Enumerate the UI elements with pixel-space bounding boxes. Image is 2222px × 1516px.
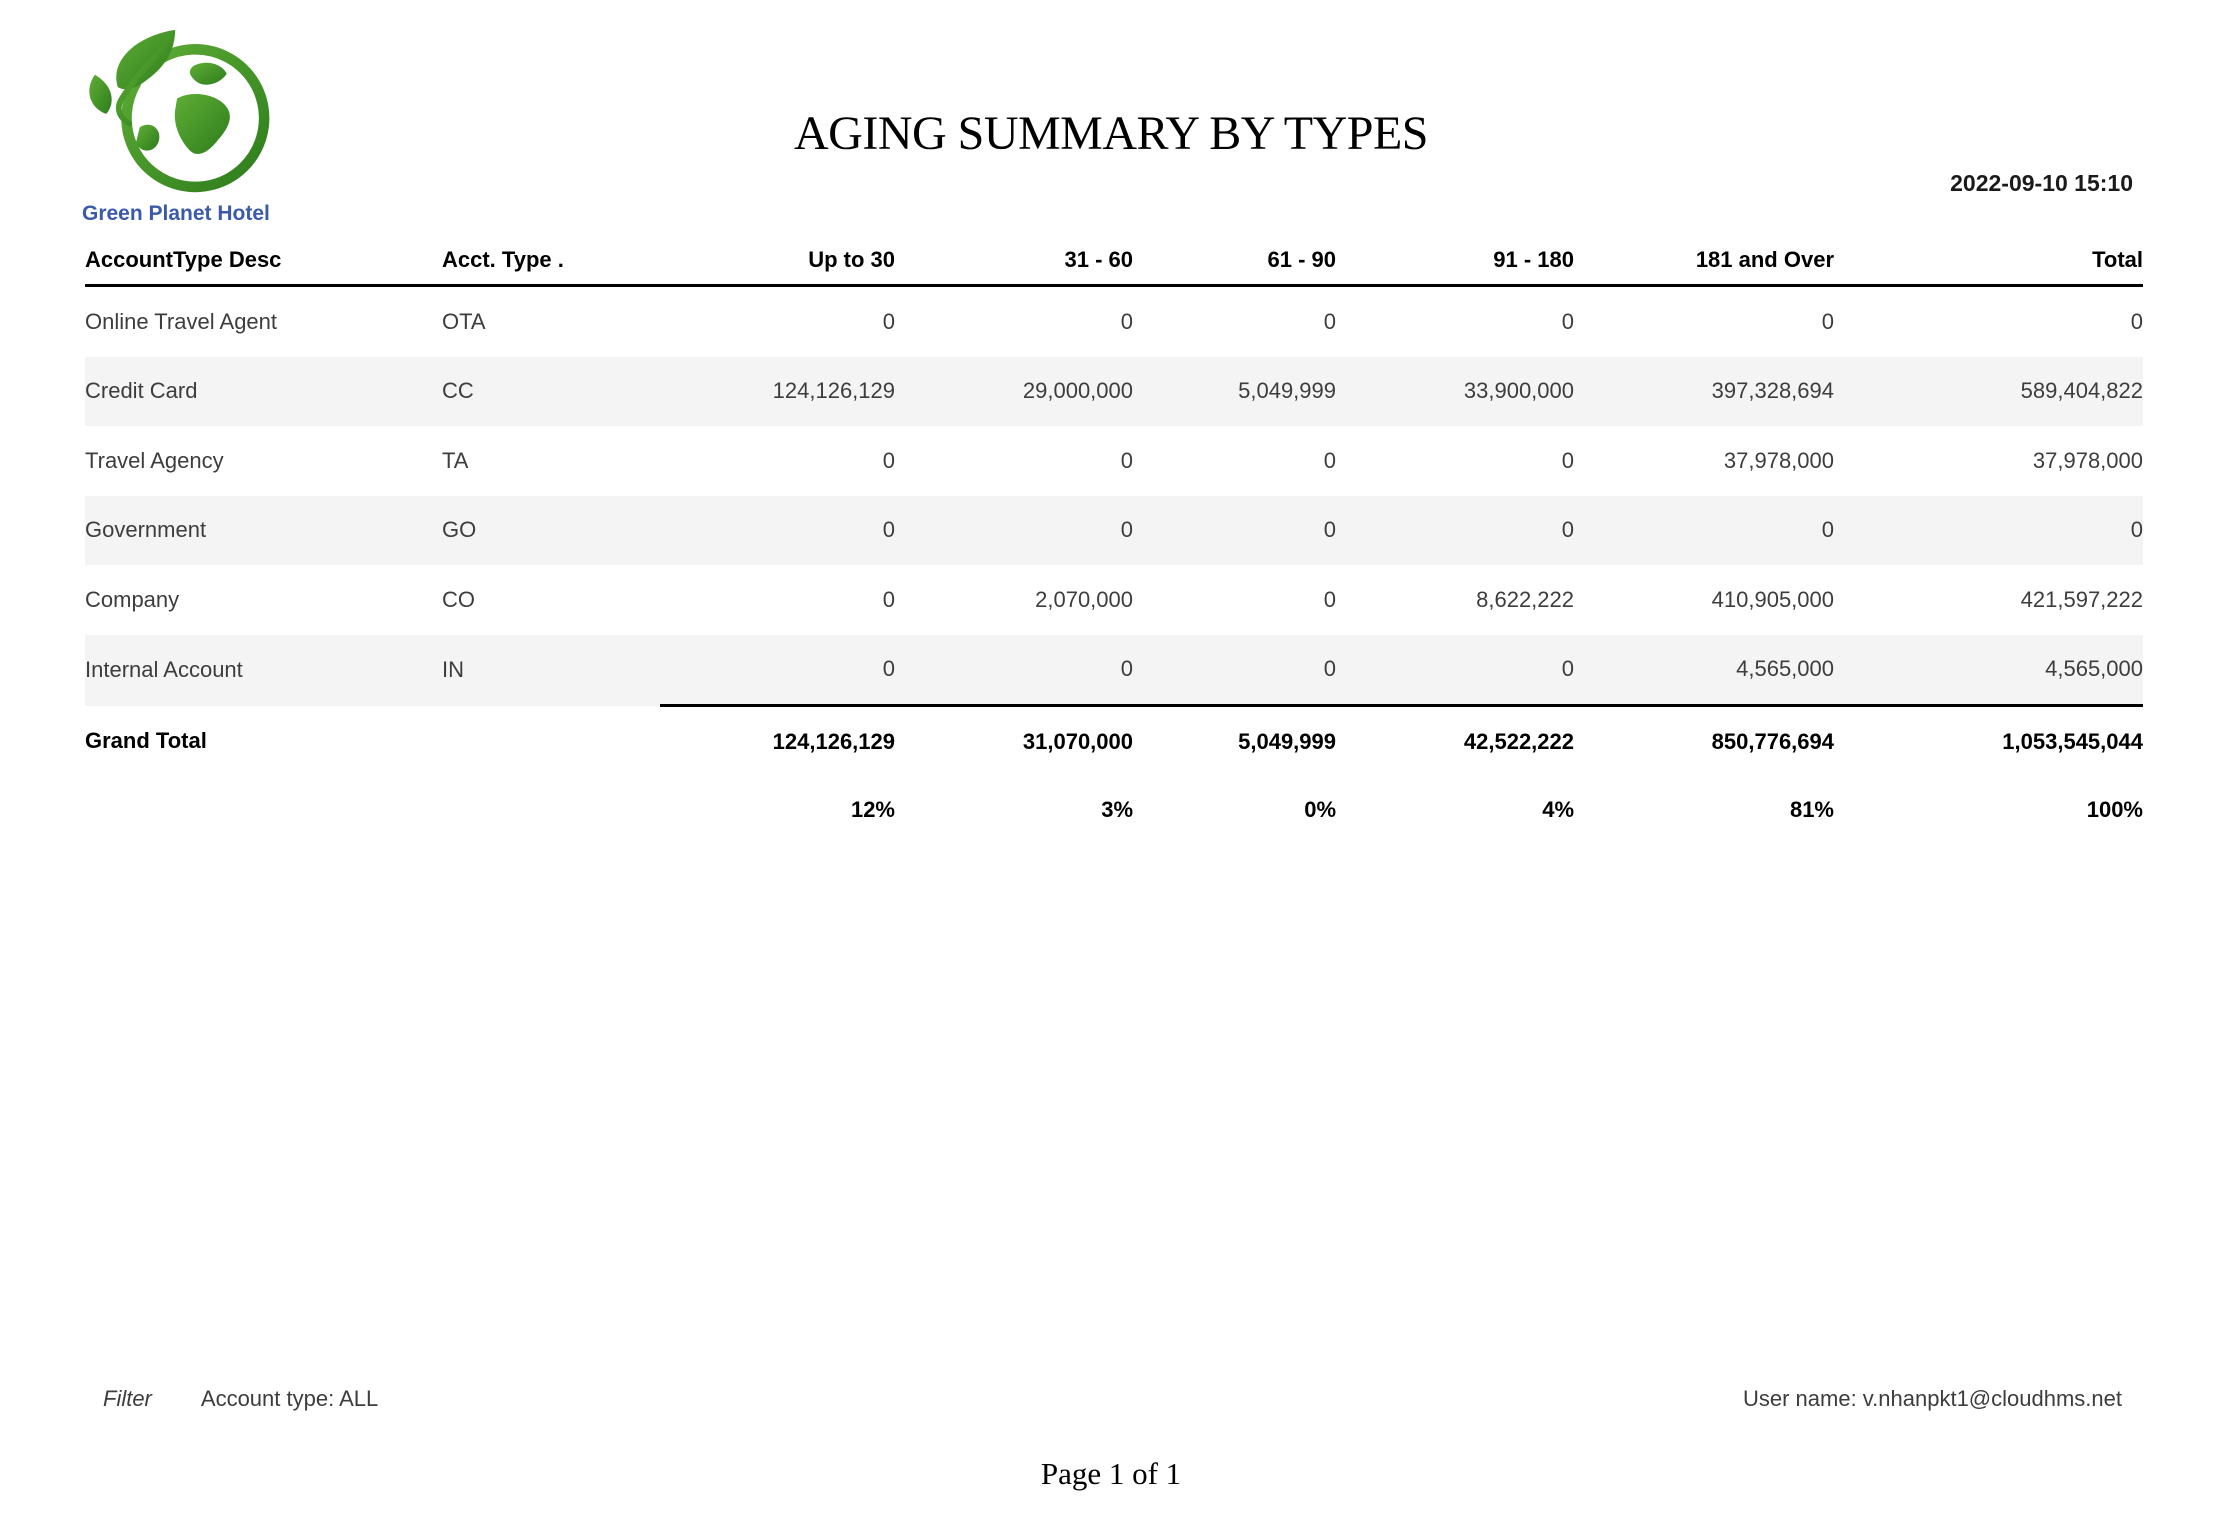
table-row — [85, 496, 2143, 566]
aging-value: 0 — [1323, 447, 1336, 473]
table-header-row — [85, 236, 2143, 286]
row-total: 0 — [2130, 308, 2143, 334]
aging-value: 4,565,000 — [1736, 656, 1834, 682]
grand-total-181-over: 850,776,694 — [1574, 706, 1834, 778]
account-type-desc: Internal Account — [85, 657, 243, 682]
percent-31-60: 3% — [1101, 797, 1133, 822]
row-total: 421,597,222 — [2020, 586, 2143, 612]
account-type-desc: Travel Agency — [85, 447, 224, 473]
account-type-desc: Government — [85, 517, 207, 543]
row-total: 37,978,000 — [2032, 447, 2143, 473]
table-body — [85, 286, 2143, 706]
percent-row — [85, 777, 2143, 843]
grand-total-61-90: 5,049,999 — [1133, 706, 1336, 778]
filter-summary — [103, 1386, 378, 1412]
account-type-code: IN — [442, 657, 464, 682]
account-type-code: CC — [442, 378, 474, 404]
column-header-acct-type: Acct. Type . — [442, 236, 660, 286]
grand-total-91-180: 42,522,222 — [1336, 706, 1574, 778]
account-type-desc: Online Travel Agent — [85, 308, 278, 334]
hotel-name: Green Planet Hotel — [82, 202, 270, 225]
row-total: 0 — [2130, 517, 2143, 543]
aging-value: 33,900,000 — [1463, 378, 1574, 404]
account-type-code: TA — [442, 447, 469, 473]
aging-value: 0 — [1323, 586, 1336, 612]
user-name: User name: v.nhanpkt1@cloudhms.net — [1742, 1386, 2122, 1411]
page-title: AGING SUMMARY BY TYPES — [794, 107, 1428, 160]
column-header-61-90: 61 - 90 — [1133, 236, 1336, 286]
account-type-code: OTA — [442, 308, 486, 334]
aging-value: 0 — [1120, 656, 1133, 682]
report-timestamp: 2022-09-10 15:10 — [1950, 170, 2133, 196]
row-total: 589,404,822 — [2020, 378, 2143, 404]
table-row — [85, 426, 2143, 496]
grand-total-total: 1,053,545,044 — [1834, 706, 2143, 778]
account-type-desc: Company — [85, 586, 180, 612]
aging-value: 0 — [882, 586, 895, 612]
percent-up-to-30: 12% — [850, 797, 895, 822]
percent-61-90: 0% — [1304, 797, 1336, 822]
row-total: 4,565,000 — [2045, 656, 2143, 682]
table-row — [85, 286, 2143, 357]
grand-total-label: Grand Total — [85, 728, 207, 754]
aging-value: 0 — [1561, 308, 1574, 334]
table-row — [85, 565, 2143, 635]
aging-value: 0 — [1120, 517, 1133, 543]
account-type-desc: Credit Card — [85, 378, 198, 404]
table-row — [85, 635, 2143, 706]
aging-value: 0 — [1120, 308, 1133, 334]
aging-value: 0 — [1323, 517, 1336, 543]
column-header-181-over: 181 and Over — [1574, 236, 1834, 286]
aging-value: 0 — [882, 447, 895, 473]
aging-value: 397,328,694 — [1711, 378, 1834, 404]
aging-value: 37,978,000 — [1723, 447, 1834, 473]
aging-value: 29,000,000 — [1022, 378, 1133, 404]
aging-value: 2,070,000 — [1035, 586, 1133, 612]
aging-value: 0 — [882, 656, 895, 682]
aging-value: 0 — [1323, 308, 1336, 334]
aging-value: 0 — [882, 517, 895, 543]
column-header-up-to-30: Up to 30 — [660, 236, 895, 286]
grand-total-31-60: 31,070,000 — [895, 706, 1133, 778]
aging-value: 0 — [1821, 517, 1834, 543]
aging-summary-table — [85, 236, 2143, 843]
grand-total-row — [85, 706, 2143, 778]
grand-total-up-to-30: 124,126,129 — [660, 706, 895, 778]
table-row — [85, 357, 2143, 427]
aging-value: 124,126,129 — [772, 378, 895, 404]
aging-value: 8,622,222 — [1476, 586, 1574, 612]
filter-label: Filter — [103, 1386, 152, 1411]
column-header-31-60: 31 - 60 — [895, 236, 1133, 286]
aging-value: 5,049,999 — [1238, 378, 1336, 404]
aging-value: 0 — [882, 308, 895, 334]
aging-value: 0 — [1561, 656, 1574, 682]
page-number: Page 1 of 1 — [1040, 1456, 1182, 1491]
account-type-code: CO — [442, 586, 475, 612]
aging-value: 0 — [1561, 517, 1574, 543]
account-type-code: GO — [442, 517, 477, 543]
aging-value: 410,905,000 — [1711, 586, 1834, 612]
percent-91-180: 4% — [1542, 797, 1574, 822]
percent-181-over: 81% — [1789, 797, 1834, 822]
aging-value: 0 — [1821, 308, 1834, 334]
percent-total: 100% — [2086, 797, 2143, 822]
column-header-account-type-desc: AccountType Desc — [85, 236, 442, 286]
filter-value: Account type: ALL — [200, 1386, 379, 1411]
aging-value: 0 — [1120, 447, 1133, 473]
aging-value: 0 — [1323, 656, 1336, 682]
aging-value: 0 — [1561, 447, 1574, 473]
grand-total-spacer — [442, 706, 660, 778]
column-header-total: Total — [1834, 236, 2143, 286]
column-header-91-180: 91 - 180 — [1336, 236, 1574, 286]
